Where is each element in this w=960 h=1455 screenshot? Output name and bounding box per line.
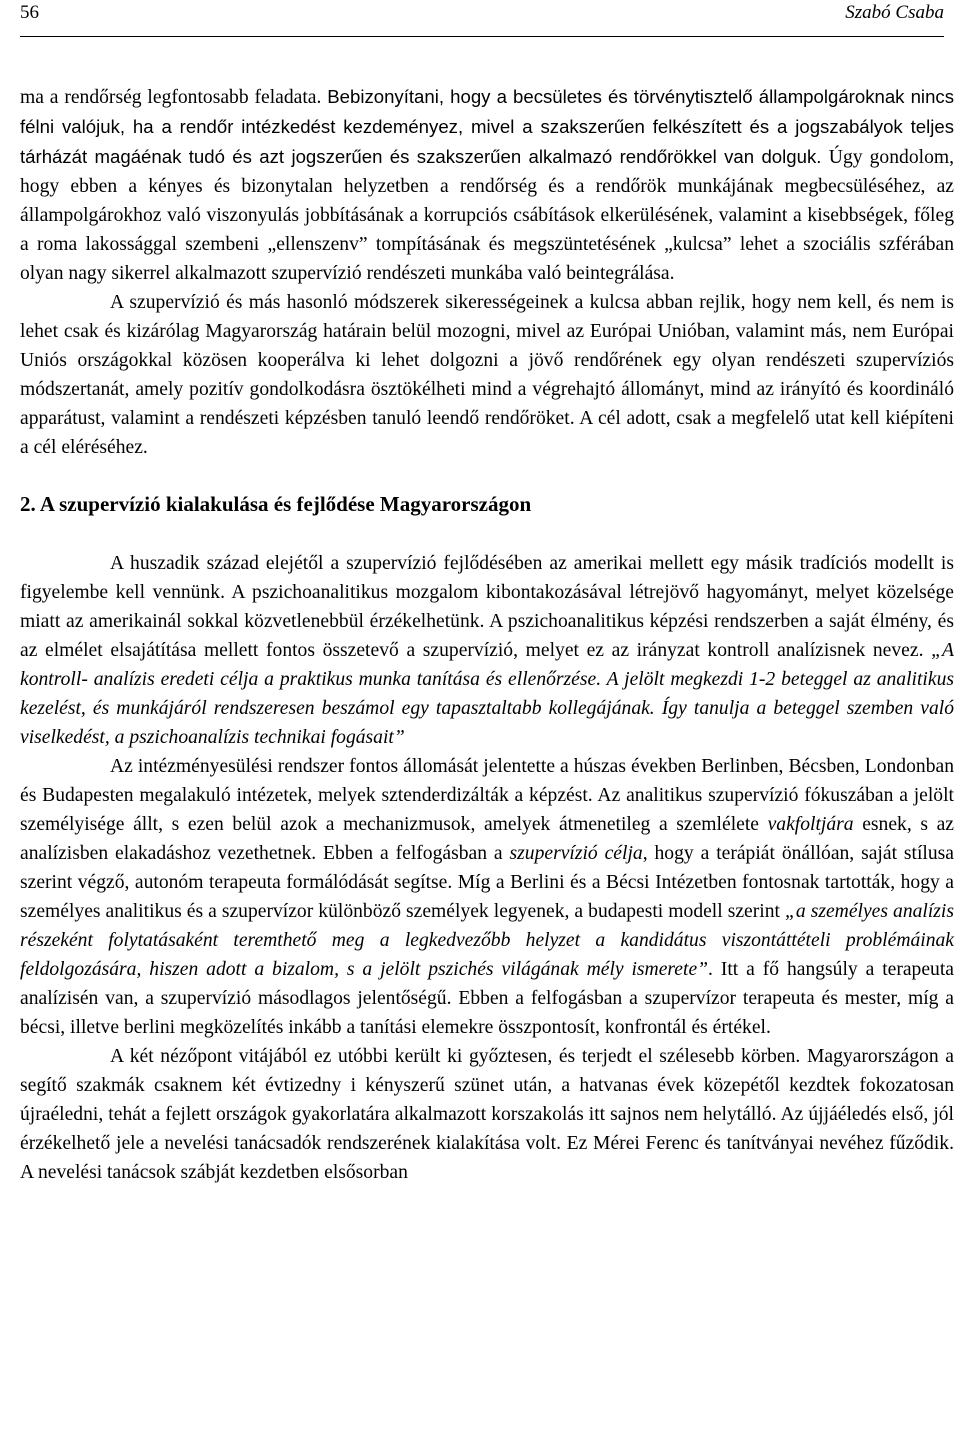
paragraph-3 [20,549,954,752]
paragraph-5: A két nézőpont vitájából ez utóbbi került ki győztesen, és terjedt el szélesebb körben. Magyarországon a segítő szakmák csaknem két évtizedny i kényszerű szünet után, a hatvanas évek közepétől kezdtek fokozatosan újraéledni, tehát a fejlett országok gyakorlatára alkalmazott korszakolás itt sajnos nem helytálló. Az újjáéledés első, jól érzékelhető jele a nevelési tanácsadók rendszerének kialakítása volt. Ez Mérei Ferenc és tanítványai nevéhez fűződik. A nevelési tanácsok szábját kezdetben elsősorban [20,1046,954,1183]
paragraph-1-sans-part: Bebizonyítani, hogy a becsületes és törvénytisztelő állampolgároknak nincs félni valójuk, ha a rendőr intézkedést kezdeményez, mivel a szakszerűen felkészített és a jogszabályok teljes tárházát magáénak tudó és azt jogszerűen és szakszerűen alkalmazó rendőrökkel van dolguk. [20,86,955,167]
paragraph-1-serif-start: ma a rendőrség legfontosabb feladata. [20,87,328,108]
document-body [20,82,954,1187]
paragraph-4-text-b: esnek, s az analízisben elakadáshoz vezethetnek. Ebben a felfogásban a [20,814,954,864]
running-header-author: Szabó Csaba [845,2,944,23]
paragraph-4-quote: „a személyes analízis részeként folytatásaként teremthető meg a legkedvezőbb helyzet a kandidátus viszontáttételi problémáinak feldolgozására, hiszen adott a bizalom, s a jelölt pszichés világának mély ismerete” [20,901,954,980]
paragraph-4-text-c: , hogy a terápiát önállóan, saját stílusa szerint végző, autonóm terapeuta formálódását segítse. Míg a Berlini és a Bécsi Intézetben fontosnak tartották, hogy a személyes analitikus és a szupervízor különböző személyek legyenek, a budapesti modell szerint [20,843,954,922]
paragraph-4-text-d: . Itt a fő hangsúly a terapeuta analízisén van, a szupervízió másodlagos jelentőségű. Ebben a felfogásban a szupervízor terapeuta és mester, míg a bécsi, illetve berlini megközelítés inkább a tanítási elemekre összpontosít, konfrontál és értékel. [20,959,954,1038]
running-header [20,0,944,36]
paragraph-4-text-a: Az intézményesülési rendszer fontos állomását jelentette a húszas években Berlinben, Bécsben, Londonban és Budapesten megalakuló intézetek, melyek sztenderdizálták a képzést. Az analitikus szupervízió fókuszában a jelölt személyisége állt, s ezen belül azok a mechanizmusok, amelyek átmenetileg a szemlélete [20,756,954,835]
paragraph-4-emphasis-vakfolt: vakfoltjára [767,814,854,835]
section-heading: 2. A szupervízió kialakulása és fejlődése Magyarországon [20,492,532,516]
header-rule [20,36,944,37]
paragraph-3-text: A huszadik század elejétől a szupervízió fejlődésében az amerikai mellett egy másik tradíciós modellt is figyelembe kell vennünk. A pszichoanalitikus mozgalom kibontakozásával létrejövő hagyományt, melyet közelsége miatt az amerikainál sokkal közvetlenebbül érzékelhetünk. A pszichoanalitikus képzési rendszerben a saját élmény, és az elmélet elsajátítása mellett fontos összetevő a szupervízió, melyet ez az irányzat kontroll analízisnek nevez. [20,553,954,661]
page-number: 56 [20,2,39,23]
paragraph-2: A szupervízió és más hasonló módszerek sikerességeinek a kulcsa abban rejlik, hogy nem kell, és nem is lehet csak és kizárólag Magyarország határain belül mozogni, mivel az Európai Unióban, valamint más, nem Európai Uniós országokkal közösen kooperálva ki lehet dolgozni a jövő rendőrének egy olyan rendészeti szupervíziós módszertanát, amely pozitív gondolkodásra ösztökélheti mind a végrehajtó állományt, mind az irányító és koordináló apparátust, valamint a rendészeti képzésben tanuló leendő rendőröket. A cél adott, csak a megfelelő utat kell kiépíteni a cél eléréséhez. [20,292,954,458]
paragraph-3-quote: „A kontroll- analízis eredeti célja a praktikus munka tanítása és ellenőrzése. A jelölt megkezdi 1-2 beteggel az analitikus kezelést, és munkájáról rendszeresen beszámol egy tapasztaltabb kollegájának. Így tanulja a beteggel szemben való viselkedést, a pszichoanalízis technikai fogásait” [20,640,954,748]
paragraph-1-serif-end: Úgy gondolom, hogy ebben a kényes és bizonytalan helyzetben a rendőrség és a rendőrök munkájának megbecsüléséhez, az állampolgárokhoz való viszonyulás jobbításának a korrupciós csábítások elkerülésének, valamint a kisebbségek, főleg a roma lakossággal szembeni „ellenszenv” tompításának és megszüntetésének „kulcsa” lehet a szociális szférában olyan nagy sikerrel alkalmazott szupervízió rendészeti munkába való beintegrálása. [20,147,955,284]
paragraph-1 [20,82,954,288]
paragraph-4 [20,752,954,1042]
paragraph-4-emphasis-szupervizio-celja: szupervízió célja [509,843,643,864]
